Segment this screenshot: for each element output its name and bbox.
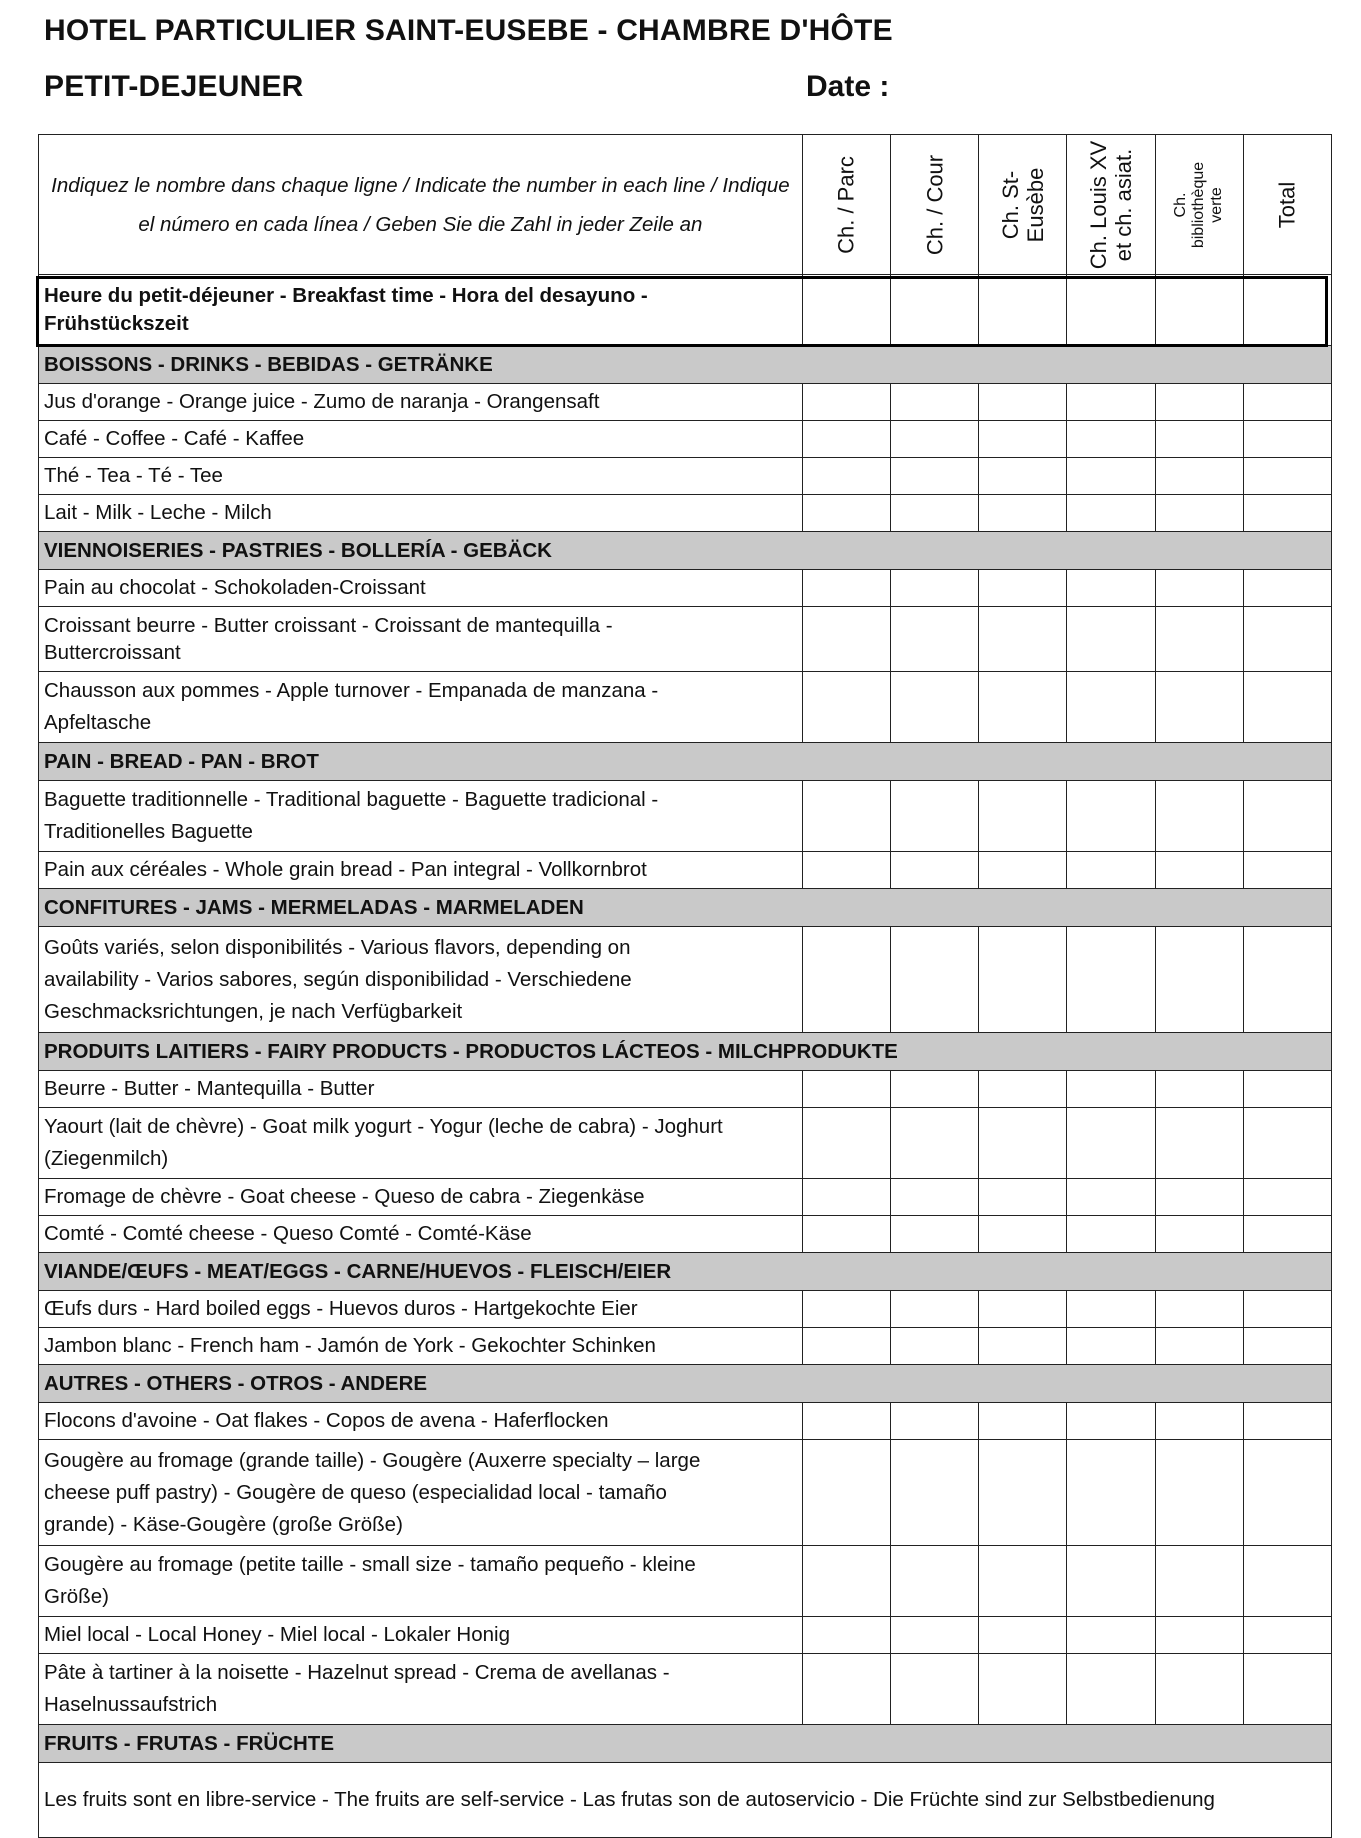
fruits-note: Les fruits sont en libre-service - The fruits are self-service - Las frutas son de autoservicio - Die Früchte sind zur Selbstbedienung bbox=[39, 1763, 1332, 1838]
entry-cell[interactable] bbox=[1243, 1617, 1331, 1654]
entry-cell[interactable] bbox=[890, 421, 978, 458]
entry-cell[interactable] bbox=[1155, 384, 1243, 421]
entry-cell[interactable] bbox=[1155, 1328, 1243, 1365]
row-label: Gougère au fromage (grande taille) - Gougère (Auxerre specialty – large cheese puff pastry) - Gougère de queso (especialidad local - tamaño grande) - Käse-Gougère (große Größe) bbox=[39, 1440, 803, 1546]
table-row bbox=[39, 852, 1332, 889]
entry-cell[interactable] bbox=[1243, 781, 1331, 852]
entry-cell[interactable] bbox=[979, 927, 1067, 1033]
section-header: VIENNOISERIES - PASTRIES - BOLLERÍA - GEBÄCK bbox=[39, 532, 1332, 570]
entry-cell[interactable] bbox=[1243, 607, 1331, 672]
entry-cell[interactable] bbox=[1067, 1291, 1155, 1328]
column-label: Total bbox=[1274, 181, 1300, 228]
table-row bbox=[39, 384, 1332, 421]
entry-cell[interactable] bbox=[1067, 384, 1155, 421]
entry-cell[interactable] bbox=[1067, 927, 1155, 1033]
entry-cell[interactable] bbox=[1155, 607, 1243, 672]
entry-cell[interactable] bbox=[890, 672, 978, 743]
entry-cell[interactable] bbox=[802, 1328, 890, 1365]
column-label: verte bbox=[1208, 186, 1226, 223]
entry-cell[interactable] bbox=[890, 607, 978, 672]
entry-cell[interactable] bbox=[802, 458, 890, 495]
entry-cell[interactable] bbox=[890, 927, 978, 1033]
entry-cell[interactable] bbox=[1067, 495, 1155, 532]
entry-cell[interactable] bbox=[802, 1654, 890, 1725]
entry-cell[interactable] bbox=[979, 1617, 1067, 1654]
entry-cell[interactable] bbox=[1155, 1440, 1243, 1546]
section-header: AUTRES - OTHERS - OTROS - ANDERE bbox=[39, 1365, 1332, 1403]
entry-cell[interactable] bbox=[890, 570, 978, 607]
entry-cell[interactable] bbox=[979, 1071, 1067, 1108]
entry-cell[interactable] bbox=[1067, 852, 1155, 889]
entry-cell[interactable] bbox=[1067, 1617, 1155, 1654]
form-subtitle: PETIT-DEJEUNER bbox=[44, 70, 304, 103]
entry-cell[interactable] bbox=[890, 1071, 978, 1108]
entry-cell[interactable] bbox=[979, 1179, 1067, 1216]
entry-cell[interactable] bbox=[1155, 672, 1243, 743]
entry-cell[interactable] bbox=[1243, 672, 1331, 743]
entry-cell[interactable] bbox=[802, 1440, 890, 1546]
entry-cell[interactable] bbox=[1243, 570, 1331, 607]
entry-cell[interactable] bbox=[1067, 1328, 1155, 1365]
entry-cell[interactable] bbox=[1155, 1108, 1243, 1179]
date-label: Date : bbox=[806, 70, 890, 103]
entry-cell[interactable] bbox=[1155, 1071, 1243, 1108]
column-header-cour bbox=[890, 135, 978, 275]
column-header-bibliotheque bbox=[1155, 135, 1243, 275]
column-header-louis-xv bbox=[1067, 135, 1155, 275]
form-title: HOTEL PARTICULIER SAINT-EUSEBE - CHAMBRE D'HÔTE bbox=[44, 14, 893, 47]
entry-cell[interactable] bbox=[1067, 421, 1155, 458]
section-header: PAIN - BREAD - PAN - BROT bbox=[39, 743, 1332, 781]
entry-cell[interactable] bbox=[1067, 570, 1155, 607]
entry-cell[interactable] bbox=[1155, 1216, 1243, 1253]
entry-cell[interactable] bbox=[1155, 852, 1243, 889]
entry-cell[interactable] bbox=[890, 1328, 978, 1365]
entry-cell[interactable] bbox=[1243, 495, 1331, 532]
entry-cell[interactable] bbox=[1243, 384, 1331, 421]
row-label: Café - Coffee - Café - Kaffee bbox=[39, 421, 803, 458]
entry-cell[interactable] bbox=[1243, 1654, 1331, 1725]
entry-cell[interactable] bbox=[890, 458, 978, 495]
row-label: Flocons d'avoine - Oat flakes - Copos de avena - Haferflocken bbox=[39, 1403, 803, 1440]
table-row bbox=[39, 1108, 1332, 1179]
row-label: Heure du petit-déjeuner - Breakfast time - Hora del desayuno - Frühstückszeit bbox=[39, 275, 803, 346]
entry-cell[interactable] bbox=[1155, 1403, 1243, 1440]
entry-cell[interactable] bbox=[979, 607, 1067, 672]
column-header-st-eusebe bbox=[979, 135, 1067, 275]
section-header: PRODUITS LAITIERS - FAIRY PRODUCTS - PRODUCTOS LÁCTEOS - MILCHPRODUKTE bbox=[39, 1033, 1332, 1071]
entry-cell[interactable] bbox=[890, 1617, 978, 1654]
entry-cell[interactable] bbox=[1155, 570, 1243, 607]
entry-cell[interactable] bbox=[1243, 275, 1331, 346]
entry-cell[interactable] bbox=[802, 1071, 890, 1108]
entry-cell[interactable] bbox=[1067, 1654, 1155, 1725]
entry-cell[interactable] bbox=[1155, 495, 1243, 532]
entry-cell[interactable] bbox=[979, 1403, 1067, 1440]
column-label: Ch. St- bbox=[997, 170, 1023, 239]
entry-cell[interactable] bbox=[1067, 607, 1155, 672]
entry-cell[interactable] bbox=[1067, 1071, 1155, 1108]
entry-cell[interactable] bbox=[979, 1216, 1067, 1253]
entry-cell[interactable] bbox=[802, 1108, 890, 1179]
entry-cell[interactable] bbox=[979, 421, 1067, 458]
entry-cell[interactable] bbox=[979, 781, 1067, 852]
entry-cell[interactable] bbox=[1155, 1617, 1243, 1654]
entry-cell[interactable] bbox=[1067, 1179, 1155, 1216]
order-table bbox=[38, 134, 1332, 1838]
entry-cell[interactable] bbox=[802, 1179, 890, 1216]
entry-cell[interactable] bbox=[1155, 1654, 1243, 1725]
row-label: Lait - Milk - Leche - Milch bbox=[39, 495, 803, 532]
entry-cell[interactable] bbox=[890, 384, 978, 421]
column-header-row bbox=[39, 135, 1332, 275]
entry-cell[interactable] bbox=[890, 1654, 978, 1725]
entry-cell[interactable] bbox=[1243, 1546, 1331, 1617]
row-label: Fromage de chèvre - Goat cheese - Queso de cabra - Ziegenkäse bbox=[39, 1179, 803, 1216]
table-row bbox=[39, 1440, 1332, 1546]
entry-cell[interactable] bbox=[1067, 672, 1155, 743]
row-label: Gougère au fromage (petite taille - small size - tamaño pequeño - kleine Größe) bbox=[39, 1546, 803, 1617]
row-label: Beurre - Butter - Mantequilla - Butter bbox=[39, 1071, 803, 1108]
entry-cell[interactable] bbox=[802, 927, 890, 1033]
table-row bbox=[39, 1071, 1332, 1108]
column-label: Ch. bbox=[1172, 192, 1190, 217]
entry-cell[interactable] bbox=[1155, 1291, 1243, 1328]
table-row bbox=[39, 1763, 1332, 1838]
entry-cell[interactable] bbox=[1243, 1179, 1331, 1216]
entry-cell[interactable] bbox=[802, 384, 890, 421]
entry-cell[interactable] bbox=[1155, 275, 1243, 346]
table-row bbox=[39, 1328, 1332, 1365]
entry-cell[interactable] bbox=[1243, 1403, 1331, 1440]
entry-cell[interactable] bbox=[890, 1403, 978, 1440]
row-label: Miel local - Local Honey - Miel local - Lokaler Honig bbox=[39, 1617, 803, 1654]
section-header: CONFITURES - JAMS - MERMELADAS - MARMELADEN bbox=[39, 889, 1332, 927]
entry-cell[interactable] bbox=[979, 570, 1067, 607]
entry-cell[interactable] bbox=[979, 458, 1067, 495]
table-row bbox=[39, 1654, 1332, 1725]
entry-cell[interactable] bbox=[890, 1291, 978, 1328]
entry-cell[interactable] bbox=[1155, 421, 1243, 458]
column-label: Ch. / Parc bbox=[833, 155, 859, 254]
row-label: Thé - Tea - Té - Tee bbox=[39, 458, 803, 495]
table-row bbox=[39, 1546, 1332, 1617]
column-label: Eusèbe bbox=[1022, 167, 1048, 242]
entry-cell[interactable] bbox=[890, 1108, 978, 1179]
row-label: Jus d'orange - Orange juice - Zumo de naranja - Orangensaft bbox=[39, 384, 803, 421]
entry-cell[interactable] bbox=[890, 1179, 978, 1216]
entry-cell[interactable] bbox=[802, 570, 890, 607]
row-label: Œufs durs - Hard boiled eggs - Huevos duros - Hartgekochte Eier bbox=[39, 1291, 803, 1328]
entry-cell[interactable] bbox=[979, 852, 1067, 889]
table-row bbox=[39, 1403, 1332, 1440]
entry-cell[interactable] bbox=[890, 495, 978, 532]
column-label: et ch. asiat. bbox=[1110, 148, 1136, 261]
section-header: FRUITS - FRUTAS - FRÜCHTE bbox=[39, 1725, 1332, 1763]
entry-cell[interactable] bbox=[1067, 1440, 1155, 1546]
entry-cell[interactable] bbox=[1067, 458, 1155, 495]
entry-cell[interactable] bbox=[802, 1546, 890, 1617]
row-label: Croissant beurre - Butter croissant - Croissant de mantequilla - Buttercroissant bbox=[39, 607, 803, 672]
entry-cell[interactable] bbox=[1243, 1440, 1331, 1546]
table-row bbox=[39, 927, 1332, 1033]
entry-cell[interactable] bbox=[1243, 1071, 1331, 1108]
entry-cell[interactable] bbox=[802, 781, 890, 852]
entry-cell[interactable] bbox=[1243, 1216, 1331, 1253]
row-label: Comté - Comté cheese - Queso Comté - Comté-Käse bbox=[39, 1216, 803, 1253]
entry-cell[interactable] bbox=[802, 1216, 890, 1253]
entry-cell[interactable] bbox=[1067, 781, 1155, 852]
entry-cell[interactable] bbox=[890, 781, 978, 852]
table-row bbox=[39, 1216, 1332, 1253]
entry-cell[interactable] bbox=[802, 1291, 890, 1328]
row-label: Goûts variés, selon disponibilités - Various flavors, depending on availability - Varios sabores, según disponibilidad - Verschiedene Geschmacksrichtungen, je nach Verfügbarkeit bbox=[39, 927, 803, 1033]
row-label: Baguette traditionnelle - Traditional baguette - Baguette tradicional - Traditionelles Baguette bbox=[39, 781, 803, 852]
entry-cell[interactable] bbox=[1067, 1108, 1155, 1179]
entry-cell[interactable] bbox=[979, 1291, 1067, 1328]
column-label: Ch. / Cour bbox=[922, 154, 948, 255]
row-label: Jambon blanc - French ham - Jamón de York - Gekochter Schinken bbox=[39, 1328, 803, 1365]
column-label: Ch. Louis XV bbox=[1085, 140, 1111, 269]
row-label: Pain aux céréales - Whole grain bread - Pan integral - Vollkornbrot bbox=[39, 852, 803, 889]
table-row bbox=[39, 421, 1332, 458]
entry-cell[interactable] bbox=[802, 275, 890, 346]
entry-cell[interactable] bbox=[1155, 927, 1243, 1033]
entry-cell[interactable] bbox=[979, 384, 1067, 421]
row-label: Pâte à tartiner à la noisette - Hazelnut spread - Crema de avellanas - Haselnussaufstrich bbox=[39, 1654, 803, 1725]
entry-cell[interactable] bbox=[1155, 1179, 1243, 1216]
entry-cell[interactable] bbox=[890, 275, 978, 346]
entry-cell[interactable] bbox=[1067, 275, 1155, 346]
entry-cell[interactable] bbox=[979, 495, 1067, 532]
entry-cell[interactable] bbox=[802, 1403, 890, 1440]
table-row bbox=[39, 1291, 1332, 1328]
entry-cell[interactable] bbox=[802, 1617, 890, 1654]
column-header-parc bbox=[802, 135, 890, 275]
row-label: Chausson aux pommes - Apple turnover - Empanada de manzana - Apfeltasche bbox=[39, 672, 803, 743]
section-header: VIANDE/ŒUFS - MEAT/EGGS - CARNE/HUEVOS - FLEISCH/EIER bbox=[39, 1253, 1332, 1291]
entry-cell[interactable] bbox=[890, 1546, 978, 1617]
entry-cell[interactable] bbox=[1155, 458, 1243, 495]
entry-cell[interactable] bbox=[979, 1654, 1067, 1725]
table-row bbox=[39, 607, 1332, 672]
entry-cell[interactable] bbox=[1243, 1328, 1331, 1365]
entry-cell[interactable] bbox=[1243, 1108, 1331, 1179]
entry-cell[interactable] bbox=[979, 672, 1067, 743]
table-row bbox=[39, 1179, 1332, 1216]
entry-cell[interactable] bbox=[802, 672, 890, 743]
entry-cell[interactable] bbox=[1243, 421, 1331, 458]
entry-cell[interactable] bbox=[802, 495, 890, 532]
column-label: bibliothèque bbox=[1190, 161, 1208, 248]
entry-cell[interactable] bbox=[1243, 458, 1331, 495]
entry-cell[interactable] bbox=[802, 421, 890, 458]
entry-cell[interactable] bbox=[979, 1108, 1067, 1179]
entry-cell[interactable] bbox=[1243, 852, 1331, 889]
table-row bbox=[39, 275, 1332, 346]
entry-cell[interactable] bbox=[1155, 1546, 1243, 1617]
table-row bbox=[39, 570, 1332, 607]
entry-cell[interactable] bbox=[802, 607, 890, 672]
entry-cell[interactable] bbox=[890, 852, 978, 889]
entry-cell[interactable] bbox=[1067, 1546, 1155, 1617]
table-row bbox=[39, 1617, 1332, 1654]
entry-cell[interactable] bbox=[890, 1440, 978, 1546]
entry-cell[interactable] bbox=[890, 1216, 978, 1253]
entry-cell[interactable] bbox=[979, 275, 1067, 346]
entry-cell[interactable] bbox=[979, 1440, 1067, 1546]
table-row bbox=[39, 458, 1332, 495]
entry-cell[interactable] bbox=[1243, 1291, 1331, 1328]
entry-cell[interactable] bbox=[1067, 1403, 1155, 1440]
entry-cell[interactable] bbox=[1243, 927, 1331, 1033]
row-label: Yaourt (lait de chèvre) - Goat milk yogurt - Yogur (leche de cabra) - Joghurt (Ziegenmilch) bbox=[39, 1108, 803, 1179]
section-header: BOISSONS - DRINKS - BEBIDAS - GETRÄNKE bbox=[39, 346, 1332, 384]
column-header-total bbox=[1243, 135, 1331, 275]
entry-cell[interactable] bbox=[979, 1546, 1067, 1617]
instructions: Indiquez le nombre dans chaque ligne / Indicate the number in each line / Indique el número en cada línea / Geben Sie die Zahl in jeder Zeile an bbox=[39, 135, 803, 275]
entry-cell[interactable] bbox=[1155, 781, 1243, 852]
row-label: Pain au chocolat - Schokoladen-Croissant bbox=[39, 570, 803, 607]
entry-cell[interactable] bbox=[979, 1328, 1067, 1365]
entry-cell[interactable] bbox=[1067, 1216, 1155, 1253]
table-row bbox=[39, 672, 1332, 743]
table-row bbox=[39, 781, 1332, 852]
entry-cell[interactable] bbox=[802, 852, 890, 889]
table-row bbox=[39, 495, 1332, 532]
